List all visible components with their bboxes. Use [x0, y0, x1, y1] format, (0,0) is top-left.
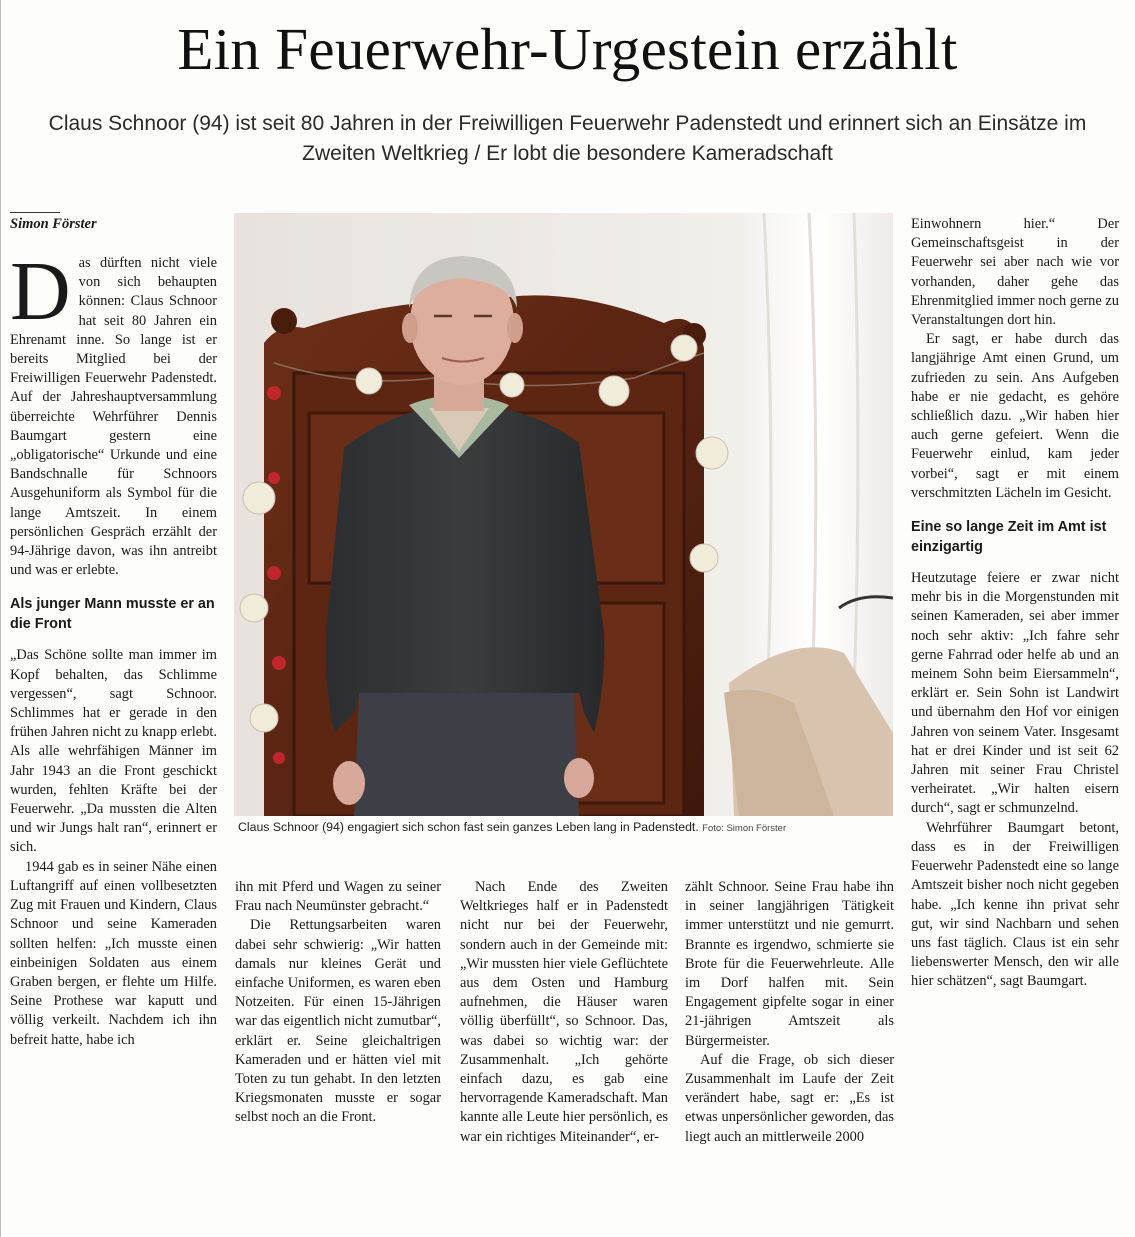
column-2 — [235, 878, 441, 1128]
lead-paragraph — [10, 245, 217, 580]
portrait-photo — [234, 213, 893, 816]
subheading-front: Als junger Mann musste er an die Front — [10, 596, 215, 633]
paragraph: Nach Ende des Zweiten Weltkrieges half er in Padenstedt nicht nur bei der Feuerwehr, sondern auch in der Gemeinde mit: „Wir mussten hier viele Geflüchtete aus dem Osten und Hamburg aufnehmen, die Häuser waren völlig überfüllt“, so Schnoor. Das, was dabei so wichtig war: der Zusammenhalt. „Ich gehörte einfach dazu, es gab eine hervorragende Kameradschaft. Man kannte alle Leute hier persönlich, es war ein richtiges Miteinander“, er- — [460, 879, 668, 1145]
author-byline: Simon Förster — [10, 216, 97, 232]
paragraph: Auf die Frage, ob sich dieser Zusammenhalt im Laufe der Zeit verändert habe, sagt er: „Es ist etwas unpersönlicher geworden, das liegt auch an mittlerweile 2000 — [685, 1051, 894, 1145]
photo-credit: Foto: Simon Förster — [702, 823, 787, 834]
article-photo — [234, 213, 893, 816]
paragraph: 1944 gab es in seiner Nähe einen Luftangriff auf einen vollbesetzten Zug mit Frauen und Kindern, Claus Schnoor und seine Kameraden sollten helfen: „Ich musste einen einbeinigen Soldaten aus einem Graben bergen, er flehte um Hilfe. Seine Prothese war kaputt und völlig verkeilt. Nachdem ich ihn befreit hatte, habe ich — [10, 858, 217, 1048]
lead-text: as dürften nicht viele von sich behaupten können: Claus Schnoor hat seit 80 Jahren ein Ehrenamt inne. So lange ist er bereits Mitglied bei der Freiwilligen Feuerwehr Padenstedt. Auf der Jahreshauptversammlung überreichte Wehrführer Dennis Baumgart gestern eine „obligatorische“ Urkunde und eine Bandschnalle für Schnoors Ausgehuniform als Symbol für die lange Amtszeit. In einem persönlichen Gespräch erzählt der 94-Jährige davon, was ihn antreibt und was er erlebte. — [10, 255, 217, 579]
article-headline: Ein Feuerwehr-Urgestein erzählt — [177, 16, 958, 82]
column-1 — [10, 245, 217, 1050]
article-subheadline: Claus Schnoor (94) ist seit 80 Jahren in der Freiwilligen Feuerwehr Padenstedt und erinnert sich an Einsätze im Zweiten Weltkrieg / Er lobt die besondere Kameradschaft — [48, 112, 1087, 165]
column-4 — [685, 878, 894, 1147]
subheading-tenure: Eine so lange Zeit im Amt ist einzigartig — [911, 519, 1107, 556]
paragraph: Wehrführer Baumgart betont, dass es in der Freiwilligen Feuerwehr Padenstedt eine so lange Amtszeit bisher noch nicht gegeben habe. „Ich kenne ihn privat sehr gut, wir sind Nachbarn und sehen uns fast täglich. Claus ist ein sehr liebenswerter Mensch, den wir alle hier schätzen“, sagt Baumgart. — [911, 819, 1119, 990]
paragraph: zählt Schnoor. Seine Frau habe ihn in seiner langjährigen Tätigkeit immer unterstützt und nie gemurrt. Brannte es irgendwo, schmierte sie Brote für die Feuerwehrleute. Alle im Dorf halfen mit. Sein Engagement gipfelte sogar in einer 21-jährigen Amtszeit als Bürgermeister. — [685, 879, 894, 1049]
dropcap: D — [10, 245, 71, 338]
page-border — [0, 0, 1, 1237]
paragraph: Er sagt, er habe durch das langjährige Amt einen Grund, um zufrieden zu sein. Ans Aufgeben habe er nie gedacht, es gehöre schließlich dazu. „Wir haben hier auch gerne gefeiert. Wenn die Feuerwehr einlud, kam jeder vorbei“, sagt er mit einem verschmitzten Lächeln im Gesicht. — [911, 331, 1119, 501]
caption-text: Claus Schnoor (94) engagiert sich schon fast sein ganzes Leben lang in Padenstedt. — [238, 820, 699, 834]
paragraph: Die Rettungsarbeiten waren dabei sehr schwierig: „Wir hatten damals nur kleines Gerät und einfache Uniformen, es waren eben Notzeiten. Für einen 15-Jährigen war das eigentlich nicht zumutbar“, erklärt er. Seine gleichaltrigen Kameraden und er hätten viel mit Toten zu tun gehabt. In den letzten Kriegsmonaten musste er sogar selbst noch an die Front. — [235, 917, 441, 1126]
column-5 — [911, 215, 1119, 992]
paragraph: „Das Schöne sollte man immer im Kopf behalten, das Schlimme vergessen“, sagt Schnoor. Schlimmes hat er gerade in den frühen Jahren nicht zu knapp erlebt. Als alle wehrfähigen Männer im Jahr 1943 an die Front geschickt wurden, fehlten Kräfte bei der Feuerwehr. „Da mussten die Alten und wir Jungs halt ran“, erinnert er sich. — [10, 647, 217, 856]
paragraph: Heutzutage feiere er zwar nicht mehr bis in die Morgenstunden mit seinen Kameraden, sei aber immer noch sehr aktiv: „Ich fahre sehr gerne Fahrrad oder helfe ab und an meinem Sohn beim Eiersammeln“, erklärt er. Sein Sohn ist Landwirt und übernahm den Hof vor einigen Jahren von seinem Vater. Insgesamt hat er drei Kinder und ist seit 62 Jahren mit seiner Frau Christel verheiratet. „Wir halten eisern durch“, sagt er schmunzelnd. — [911, 570, 1119, 817]
author-rule — [10, 212, 60, 213]
photo-caption — [238, 820, 898, 834]
paragraph: ihn mit Pferd und Wagen zu seiner Frau nach Neumünster gebracht.“ — [235, 879, 441, 915]
paragraph: Einwohnern hier.“ Der Gemeinschaftsgeist in der Feuerwehr sei aber nach wie vor vorhanden, daher gehe das Ehrenmitglied immer noch gerne zu Veranstaltungen dort hin. — [911, 216, 1119, 329]
column-3 — [460, 878, 668, 1147]
